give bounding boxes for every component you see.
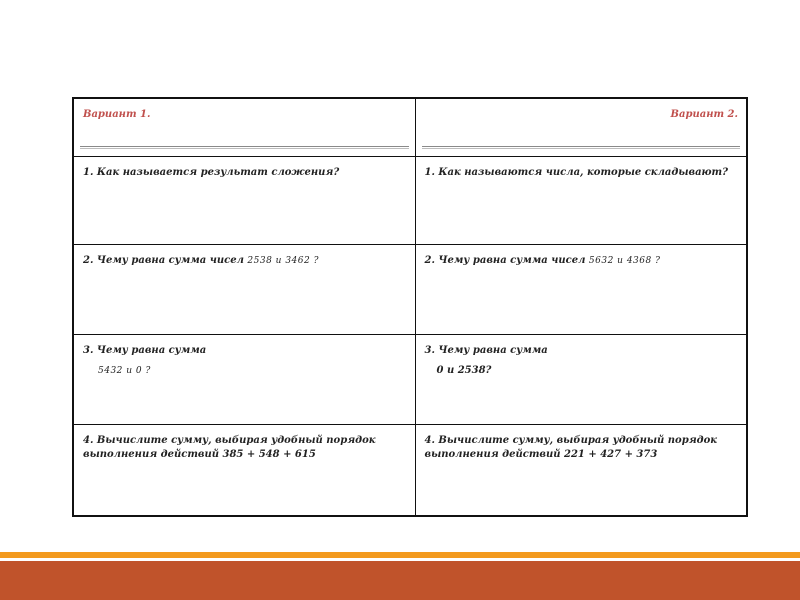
worksheet-table <box>72 97 748 517</box>
question-numbers: 0 и 2538? <box>436 364 492 376</box>
table-header-row <box>73 98 747 156</box>
question-1-variant-1: 1. Как называется результат сложения? <box>73 156 415 244</box>
question-4-variant-1: 4. Вычислите сумму, выбирая удобный порядок выполнения действий 385 + 548 + 615 <box>73 424 415 516</box>
question-1-variant-2: 1. Как называются числа, которые складывают? <box>415 156 747 244</box>
question-numbers: 5432 и 0 ? <box>98 365 151 376</box>
question-numbers: 2538 и 3462 ? <box>247 255 319 266</box>
question-3-variant-1 <box>73 334 415 424</box>
question-numbers: 5632 и 4368 ? <box>588 255 661 266</box>
question-text: 3. Чему равна сумма <box>83 344 207 356</box>
header-divider <box>422 146 741 149</box>
question-4-variant-2: 4. Вычислите сумму, выбирая удобный порядок выполнения действий 221 + 427 + 373 <box>415 424 747 516</box>
question-2-variant-2 <box>415 244 747 334</box>
question-text: 3. Чему равна сумма <box>424 344 548 356</box>
header-cell-variant-1 <box>73 98 415 156</box>
footer-accent-bar <box>0 552 800 558</box>
variant-1-label: Вариант 1. <box>83 109 151 120</box>
variant-2-label: Вариант 2. <box>670 109 738 120</box>
question-3-variant-2 <box>415 334 747 424</box>
table-row <box>73 424 747 516</box>
question-text: 2. Чему равна сумма чисел <box>424 254 586 266</box>
table-row <box>73 244 747 334</box>
table-row <box>73 334 747 424</box>
header-cell-variant-2 <box>415 98 747 156</box>
header-divider <box>80 146 409 149</box>
table-row <box>73 156 747 244</box>
question-2-variant-1 <box>73 244 415 334</box>
question-text: 2. Чему равна сумма чисел <box>83 254 244 266</box>
footer-bar <box>0 561 800 600</box>
